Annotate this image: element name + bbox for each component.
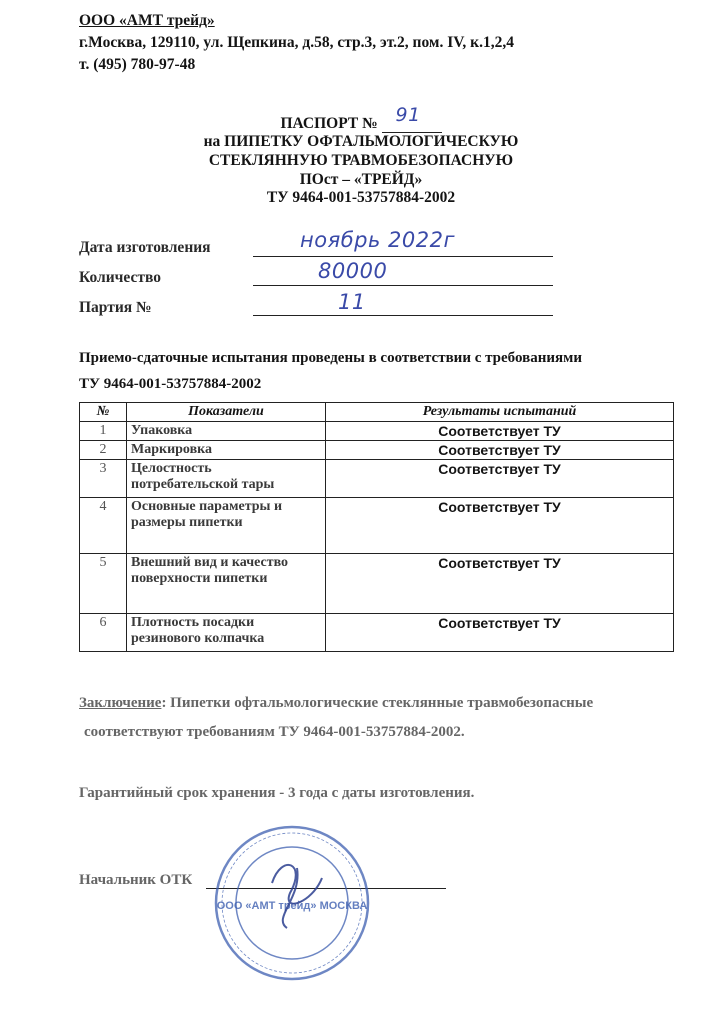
date-underline	[253, 256, 553, 257]
passport-number: 91	[395, 104, 421, 126]
row-result: Соответствует ТУ	[326, 614, 674, 652]
col-result-header: Результаты испытаний	[326, 403, 674, 422]
row-number: 1	[80, 422, 127, 441]
table-row	[80, 554, 674, 614]
batch-value: 11	[338, 290, 366, 314]
company-name: ООО «АМТ трейд»	[79, 12, 215, 29]
row-number: 6	[80, 614, 127, 652]
row-number: 3	[80, 460, 127, 498]
row-number: 4	[80, 498, 127, 554]
company-stamp	[212, 823, 372, 983]
date-value: ноябрь 2022г	[300, 228, 456, 252]
quantity-value: 80000	[318, 259, 388, 283]
signature-scribble	[272, 865, 322, 928]
conclusion-line-2: соответствуют требованиям ТУ 9464-001-53757884-2002.	[84, 724, 465, 740]
row-result: Соответствует ТУ	[326, 460, 674, 498]
company-address: г.Москва, 129110, ул. Щепкина, д.58, стр.3, эт.2, пом. IV, к.1,2,4	[79, 34, 514, 51]
title-line-3: ПОст – «ТРЕЙД»	[299, 171, 423, 188]
title-line-2: СТЕКЛЯННУЮ ТРАВМОБЕЗОПАСНУЮ	[208, 152, 514, 169]
row-number: 5	[80, 554, 127, 614]
intro-line-1: Приемо-сдаточные испытания проведены в соответствии с требованиями	[79, 350, 582, 366]
quantity-underline	[253, 285, 553, 286]
table-row	[80, 614, 674, 652]
intro-line-2: ТУ 9464-001-53757884-2002	[79, 376, 262, 392]
row-result: Соответствует ТУ	[326, 498, 674, 554]
conclusion-label: Заключение	[79, 695, 162, 711]
col-param-header: Показатели	[127, 403, 326, 422]
quantity-label: Количество	[79, 269, 161, 286]
passport-title	[0, 104, 722, 133]
signature-label: Начальник ОТК	[79, 872, 193, 888]
batch-underline	[253, 315, 553, 316]
warranty-text: Гарантийный срок хранения - 3 года с даты изготовления.	[79, 785, 475, 801]
results-table	[79, 402, 674, 652]
table-row	[80, 460, 674, 498]
row-result: Соответствует ТУ	[326, 441, 674, 460]
row-param: Упаковка	[127, 422, 326, 441]
row-number: 2	[80, 441, 127, 460]
table-row	[80, 441, 674, 460]
passport-label: ПАСПОРТ №	[280, 115, 378, 132]
date-label: Дата изготовления	[79, 239, 211, 256]
row-result: Соответствует ТУ	[326, 554, 674, 614]
batch-label: Партия №	[79, 299, 152, 316]
row-param: Плотность посадки резинового колпачка	[127, 614, 326, 652]
table-row	[80, 422, 674, 441]
row-param: Целостность потребательской тары	[127, 460, 326, 498]
conclusion-text-1: : Пипетки офтальмологические стеклянные травмобезопасные	[161, 695, 594, 711]
title-line-1: на ПИПЕТКУ ОФТАЛЬМОЛОГИЧЕСКУЮ	[203, 133, 519, 150]
table-row	[80, 498, 674, 554]
row-result: Соответствует ТУ	[326, 422, 674, 441]
conclusion-line-1	[79, 695, 593, 712]
passport-number-field	[382, 104, 442, 133]
row-param: Маркировка	[127, 441, 326, 460]
company-phone: т. (495) 780-97-48	[79, 56, 196, 73]
title-line-4: ТУ 9464-001-53757884-2002	[266, 189, 456, 206]
row-param: Внешний вид и качество поверхности пипетки	[127, 554, 326, 614]
table-header-row	[80, 403, 674, 422]
col-number-header: №	[80, 403, 127, 422]
row-param: Основные параметры и размеры пипетки	[127, 498, 326, 554]
stamp-text: ООО «АМТ трейд» МОСКВА	[216, 900, 368, 912]
